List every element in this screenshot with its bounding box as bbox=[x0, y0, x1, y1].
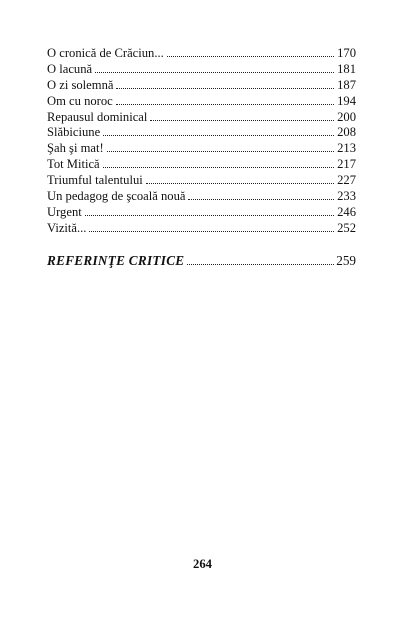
toc-entry-page: 181 bbox=[337, 61, 356, 76]
toc-entry bbox=[47, 221, 356, 237]
toc-entry bbox=[47, 205, 356, 221]
page-number: 264 bbox=[193, 557, 212, 571]
toc-entry bbox=[47, 110, 356, 126]
toc-entry bbox=[47, 173, 356, 189]
dot-leader bbox=[89, 231, 334, 232]
toc-entry bbox=[47, 46, 356, 62]
dot-leader bbox=[167, 56, 334, 57]
dot-leader bbox=[116, 104, 334, 105]
toc-entry-title: Vizită... bbox=[47, 220, 87, 235]
toc-entry bbox=[47, 62, 356, 78]
toc-entry-page: 252 bbox=[337, 220, 356, 235]
toc-entry-title: O zi solemnă bbox=[47, 77, 114, 92]
toc-entry-page: 213 bbox=[337, 141, 356, 156]
toc-entry-page: 227 bbox=[337, 173, 356, 188]
dot-leader bbox=[107, 151, 334, 152]
toc-entry bbox=[47, 157, 356, 173]
toc-entry-title: Triumful talentului bbox=[47, 173, 143, 188]
toc-entry-title: Om cu noroc bbox=[47, 93, 113, 108]
toc-entry bbox=[47, 189, 356, 205]
dot-leader bbox=[103, 135, 334, 136]
toc-section-title: REFERINŢE CRITICE bbox=[47, 252, 185, 268]
toc-entry-title: Repausul dominical bbox=[47, 109, 148, 124]
toc-entry-title: Tot Mitică bbox=[47, 157, 100, 172]
dot-leader bbox=[95, 72, 334, 73]
toc-entry-page: 187 bbox=[337, 77, 356, 92]
toc-entry-page: 217 bbox=[337, 157, 356, 172]
toc-entry-title: Un pedagog de şcoală nouă bbox=[47, 189, 186, 204]
dot-leader bbox=[187, 264, 334, 265]
dot-leader bbox=[146, 183, 334, 184]
toc-entry-page: 200 bbox=[337, 109, 356, 124]
toc-entry-title: O lacună bbox=[47, 61, 93, 76]
toc-entry-page: 233 bbox=[337, 189, 356, 204]
dot-leader bbox=[188, 199, 334, 200]
toc-entry-title: O cronică de Crăciun... bbox=[47, 46, 164, 60]
dot-leader bbox=[85, 215, 334, 216]
toc-entry-title: Slăbiciune bbox=[47, 125, 101, 140]
toc-section-page: 259 bbox=[336, 252, 356, 268]
toc-entry bbox=[47, 94, 356, 110]
dot-leader bbox=[150, 120, 334, 121]
toc-entry-title: Urgent bbox=[47, 204, 82, 219]
toc-entry-title: Şah şi mat! bbox=[47, 141, 104, 156]
dot-leader bbox=[116, 88, 334, 89]
toc-entry bbox=[47, 78, 356, 94]
toc-entry-page: 246 bbox=[337, 204, 356, 219]
toc-entry-page: 194 bbox=[337, 93, 356, 108]
table-of-contents bbox=[47, 46, 356, 269]
toc-entry-page: 170 bbox=[337, 46, 356, 60]
toc-entry bbox=[47, 141, 356, 157]
toc-section-entry bbox=[47, 253, 356, 269]
toc-entry-page: 208 bbox=[337, 125, 356, 140]
dot-leader bbox=[103, 167, 334, 168]
toc-entry bbox=[47, 125, 356, 141]
